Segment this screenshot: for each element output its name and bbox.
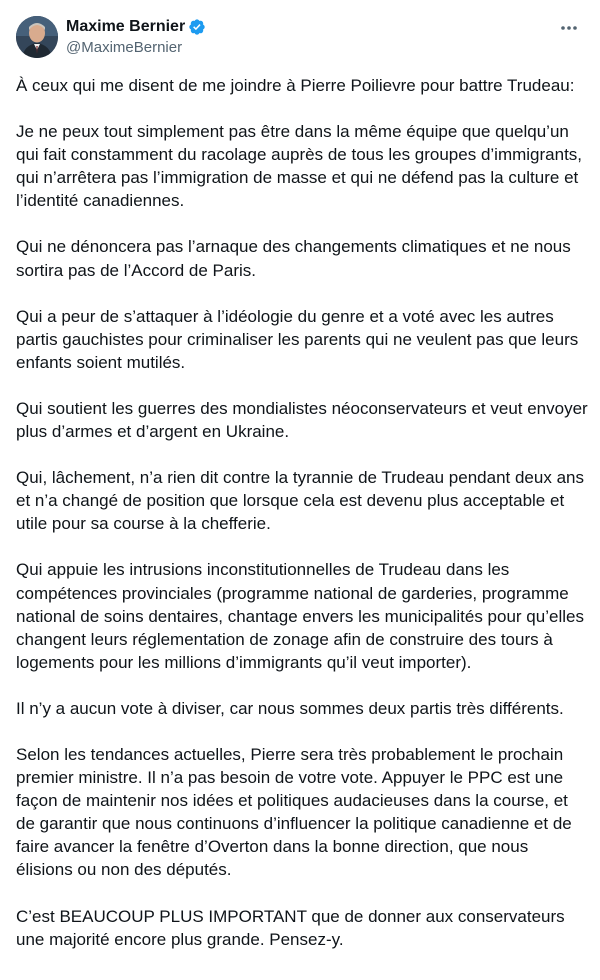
tweet-paragraph: Il n’y a aucun vote à diviser, car nous sommes deux partis très différents. <box>16 698 564 718</box>
author-names <box>66 16 206 56</box>
author-handle[interactable]: @MaximeBernier <box>66 39 183 56</box>
name-row <box>66 16 206 38</box>
tweet-paragraph: C’est BEAUCOUP PLUS IMPORTANT que de donner aux conservateurs une majorité encore plus grande. Pensez-y. <box>16 906 565 949</box>
tweet-paragraph: Qui, lâchement, n’a rien dit contre la tyrannie de Trudeau pendant deux ans et n’a changé de position que lorsque cela est devenu plus acceptable et utile pour sa course à la chefferie. <box>16 468 584 534</box>
tweet-text <box>16 74 588 951</box>
tweet-paragraph: Selon les tendances actuelles, Pierre sera très probablement le prochain premier ministre. Il n’a pas besoin de votre vote. Appuyer le PPC est une façon de maintenir nos idées et politiques audacieuses dans la course, et de garantir que nous continuons d’influencer la politique canadienne et de faire avancer la fenêtre d’Overton dans la bonne direction, que nous élisions ou non des députés. <box>16 744 572 880</box>
tweet-paragraph: Qui a peur de s’attaquer à l’idéologie du genre et a voté avec les autres partis gauchistes pour criminaliser les parents qui ne veulent pas que leurs enfants soient mutilés. <box>16 306 579 372</box>
tweet-paragraph: À ceux qui me disent de me joindre à Pierre Poilievre pour battre Trudeau: <box>16 76 575 95</box>
author-display-name[interactable]: Maxime Bernier <box>66 18 186 35</box>
avatar[interactable] <box>16 16 58 58</box>
tweet-paragraph: Qui appuie les intrusions inconstitutionnelles de Trudeau dans les compétences provinciales (programme national de garderies, programme national de soins dentaires, chantage envers les municipalités pour qu’elles changent leurs réglementation de zonage afin de construire des tours à logements pour les millions d’immigrants qu’il veut importer). <box>16 560 584 672</box>
tweet-header <box>16 14 584 62</box>
more-options-icon[interactable] <box>556 18 582 38</box>
verified-badge-icon <box>188 18 206 36</box>
tweet-paragraph: Je ne peux tout simplement pas être dans la même équipe que quelqu’un qui fait constamment du racolage auprès de tous les groupes d’immigrants, qui n’arrêtera pas l’immigration de masse et qui ne défend pas la culture et l’identité canadiennes. <box>16 122 583 211</box>
tweet-paragraph: Qui ne dénoncera pas l’arnaque des changements climatiques et ne nous sortira pas de l’Accord de Paris. <box>16 237 571 280</box>
tweet-paragraph: Qui soutient les guerres des mondialistes néoconservateurs et veut envoyer plus d’armes et d’argent en Ukraine. <box>16 398 588 442</box>
